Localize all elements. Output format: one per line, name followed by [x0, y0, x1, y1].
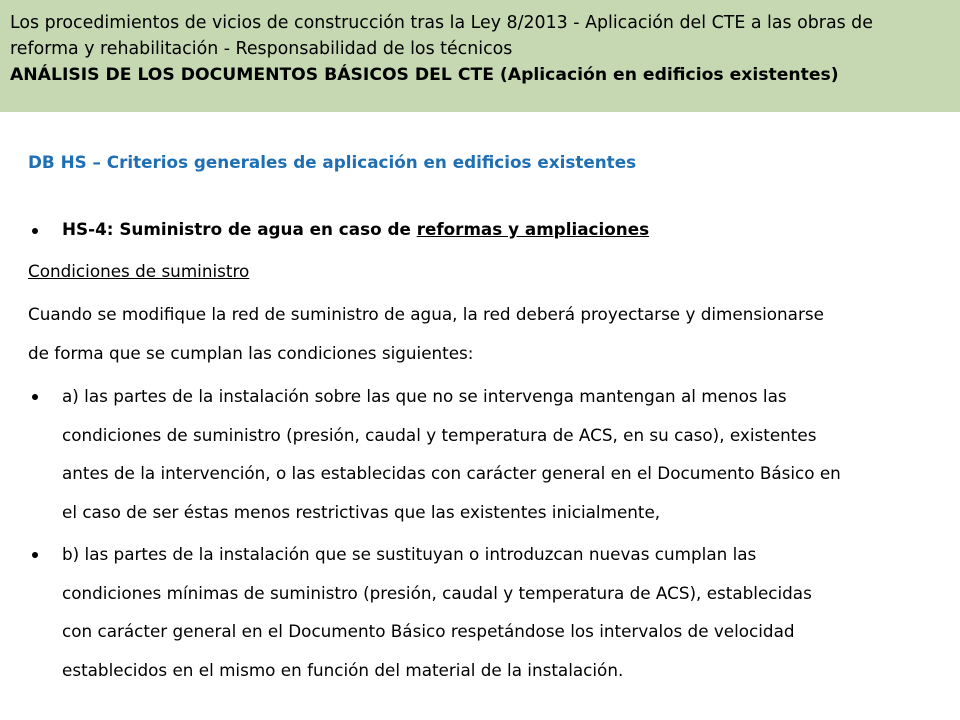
header-title-line-1: Los procedimientos de vicios de construcción tras la Ley 8/2013 - Aplicación del CTE a las obras de — [10, 13, 873, 33]
bullet-icon — [32, 394, 38, 400]
list-item-b — [62, 535, 812, 689]
list-item-a-line-1: a) las partes de la instalación sobre las que no se intervenga mantengan al menos las — [62, 386, 787, 406]
bullet-icon — [32, 552, 38, 558]
list-item-a — [62, 377, 841, 531]
list-item-a-line-4: el caso de ser éstas menos restrictivas que las existentes inicialmente, — [62, 501, 661, 522]
list-item-b-line-1: b) las partes de la instalación que se sustituyan o introduzcan nuevas cumplan las — [62, 544, 757, 564]
list-item-b-line-2: condiciones mínimas de suministro (presión, caudal y temperatura de ACS), establecidas — [62, 582, 812, 603]
list-item-a-line-3: antes de la intervención, o las establecidas con carácter general en el Documento Básico en — [62, 463, 841, 483]
section-title: DB HS – Criterios generales de aplicación en edificios existentes — [28, 152, 637, 172]
hs4-heading — [62, 219, 649, 239]
list-item-b-line-4: establecidos en el mismo en función del material de la instalación. — [62, 659, 624, 680]
intro-line-1: Cuando se modifique la red de suministro de agua, la red deberá proyectarse y dimensionarse — [28, 304, 824, 324]
slide-header — [0, 0, 960, 112]
list-item-b-line-3: con carácter general en el Documento Básico respetándose los intervalos de velocidad — [62, 621, 795, 641]
list-item-a-line-2: condiciones de suministro (presión, caudal y temperatura de ACS, en su caso), existentes — [62, 424, 817, 445]
intro-line-2: de forma que se cumplan las condiciones siguientes: — [28, 343, 474, 363]
header-title-line-2: reforma y rehabilitación - Responsabilidad de los técnicos — [10, 39, 513, 59]
hs4-heading-prefix: HS-4: Suministro de agua en caso de — [62, 219, 417, 239]
header-subtitle: ANÁLISIS DE LOS DOCUMENTOS BÁSICOS DEL CTE (Aplicación en edificios existentes) — [10, 65, 839, 85]
bullet-icon — [32, 228, 38, 234]
subheading: Condiciones de suministro — [28, 261, 250, 281]
hs4-heading-underlined: reformas y ampliaciones — [416, 219, 650, 239]
intro-paragraph — [28, 295, 824, 373]
